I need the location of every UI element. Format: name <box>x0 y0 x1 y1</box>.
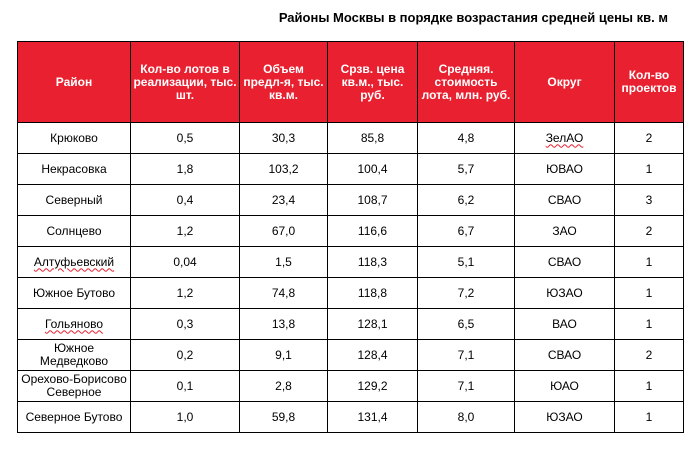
cell-projects: 1 <box>615 402 684 433</box>
cell-district: Северное Бутово <box>18 402 131 433</box>
cell-projects: 1 <box>615 278 684 309</box>
cell-price-sqm: 128,1 <box>328 309 418 340</box>
cell-okrug <box>515 123 615 154</box>
cell-projects: 1 <box>615 371 684 402</box>
cell-price-sqm: 128,4 <box>328 340 418 371</box>
cell-lots: 0,04 <box>131 247 240 278</box>
cell-projects: 1 <box>615 154 684 185</box>
cell-projects: 3 <box>615 185 684 216</box>
cell-okrug: СВАО <box>515 340 615 371</box>
cell-lot-cost: 5,7 <box>418 154 515 185</box>
table-row <box>18 216 684 247</box>
cell-okrug: ЮЗАО <box>515 402 615 433</box>
cell-price-sqm: 108,7 <box>328 185 418 216</box>
cell-lot-cost: 6,5 <box>418 309 515 340</box>
header-price-sqm: Срзв. цена кв.м., тыс. руб. <box>328 42 418 123</box>
districts-table <box>17 41 684 433</box>
cell-lot-cost: 7,2 <box>418 278 515 309</box>
cell-okrug: ЮВАО <box>515 154 615 185</box>
table-title: Районы Москвы в порядке возрастания средней цены кв. м <box>278 10 668 25</box>
header-district: Район <box>18 42 131 123</box>
cell-lots: 1,2 <box>131 216 240 247</box>
cell-volume: 23,4 <box>240 185 328 216</box>
cell-lots: 1,2 <box>131 278 240 309</box>
cell-volume: 9,1 <box>240 340 328 371</box>
table-row <box>18 123 684 154</box>
cell-lots: 0,4 <box>131 185 240 216</box>
cell-district <box>18 309 131 340</box>
cell-district: Орехово-Борисово Северное <box>18 371 131 402</box>
header-lots: Кол-во лотов в реализации, тыс. шт. <box>131 42 240 123</box>
cell-lots: 0,1 <box>131 371 240 402</box>
cell-volume: 30,3 <box>240 123 328 154</box>
cell-lots: 1,0 <box>131 402 240 433</box>
cell-volume: 103,2 <box>240 154 328 185</box>
table-row <box>18 185 684 216</box>
cell-district: Крюково <box>18 123 131 154</box>
cell-volume: 74,8 <box>240 278 328 309</box>
cell-lot-cost: 6,7 <box>418 216 515 247</box>
cell-volume: 13,8 <box>240 309 328 340</box>
cell-projects: 2 <box>615 123 684 154</box>
cell-lots: 0,5 <box>131 123 240 154</box>
header-okrug: Округ <box>515 42 615 123</box>
cell-price-sqm: 129,2 <box>328 371 418 402</box>
cell-lots: 0,2 <box>131 340 240 371</box>
cell-district: Некрасовка <box>18 154 131 185</box>
table-row <box>18 247 684 278</box>
cell-price-sqm: 116,6 <box>328 216 418 247</box>
district-text: Гольяново <box>44 316 104 331</box>
cell-okrug: ЮЗАО <box>515 278 615 309</box>
table-row <box>18 309 684 340</box>
okrug-text: ЗелАО <box>545 130 584 145</box>
table-row <box>18 340 684 371</box>
cell-volume: 67,0 <box>240 216 328 247</box>
cell-district: Южное Медведково <box>18 340 131 371</box>
table-row <box>18 278 684 309</box>
cell-price-sqm: 118,3 <box>328 247 418 278</box>
cell-volume: 1,5 <box>240 247 328 278</box>
header-volume: Объем предл-я, тыс. кв.м. <box>240 42 328 123</box>
cell-lot-cost: 6,2 <box>418 185 515 216</box>
table-row <box>18 154 684 185</box>
cell-okrug: ВАО <box>515 309 615 340</box>
cell-price-sqm: 100,4 <box>328 154 418 185</box>
cell-lots: 1,8 <box>131 154 240 185</box>
cell-lot-cost: 5,1 <box>418 247 515 278</box>
cell-lots: 0,3 <box>131 309 240 340</box>
cell-price-sqm: 118,8 <box>328 278 418 309</box>
cell-projects: 1 <box>615 247 684 278</box>
table-row <box>18 371 684 402</box>
cell-volume: 59,8 <box>240 402 328 433</box>
cell-price-sqm: 85,8 <box>328 123 418 154</box>
cell-okrug: СВАО <box>515 247 615 278</box>
cell-lot-cost: 7,1 <box>418 340 515 371</box>
cell-lot-cost: 8,0 <box>418 402 515 433</box>
header-lot-cost: Средняя. стоимость лота, млн. руб. <box>418 42 515 123</box>
cell-okrug: ЮАО <box>515 371 615 402</box>
cell-lot-cost: 7,1 <box>418 371 515 402</box>
cell-district: Солнцево <box>18 216 131 247</box>
cell-district: Южное Бутово <box>18 278 131 309</box>
cell-lot-cost: 4,8 <box>418 123 515 154</box>
cell-projects: 2 <box>615 340 684 371</box>
district-text: Алтуфьевский <box>33 254 115 269</box>
cell-district: Северный <box>18 185 131 216</box>
cell-volume: 2,8 <box>240 371 328 402</box>
table-row <box>18 402 684 433</box>
cell-okrug: ЗАО <box>515 216 615 247</box>
cell-price-sqm: 131,4 <box>328 402 418 433</box>
header-row <box>18 42 684 123</box>
cell-projects: 2 <box>615 216 684 247</box>
cell-projects: 1 <box>615 309 684 340</box>
cell-okrug: СВАО <box>515 185 615 216</box>
header-projects: Кол-во проектов <box>615 42 684 123</box>
cell-district <box>18 247 131 278</box>
